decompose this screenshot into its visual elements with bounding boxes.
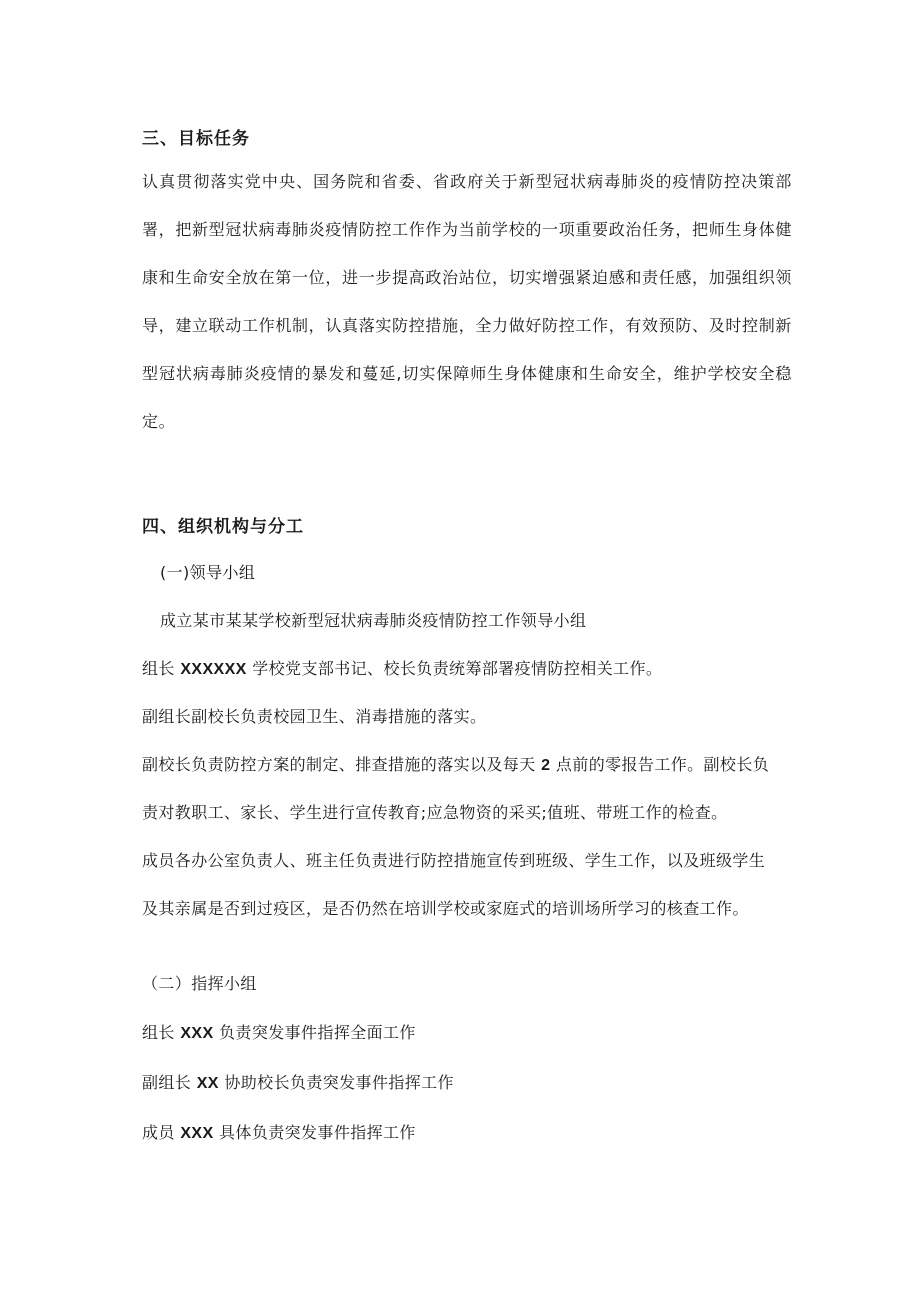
vice-principal-line-2: 责对教职工、家长、学生进行宣传教育;应急物资的采买;值班、带班工作的检查。 <box>142 803 728 822</box>
members-line-1: 成员各办公室负责人、班主任负责进行防控措施宣传到班级、学生工作，以及班级学生 <box>142 851 766 870</box>
vice-text-a: 副校长负责防控方案的制定、排查措施的落实以及每天 <box>142 755 536 774</box>
vice-principal-line-1 <box>142 752 769 775</box>
command-member-duty: 具体负责突发事件指挥工作 <box>219 1123 416 1142</box>
command-deputy-name: XX <box>196 1075 219 1092</box>
leadership-leader-line <box>142 656 662 679</box>
leadership-deputy-line: 副组长副校长负责校园卫生、消毒措施的落实。 <box>142 707 487 726</box>
vice-time-number: 2 <box>541 757 551 774</box>
command-deputy-prefix: 副组长 <box>142 1073 192 1092</box>
leader-name: XXXXXX <box>180 661 247 678</box>
section-heading-organization: 四、组织机构与分工 <box>142 517 304 537</box>
members-line-2: 及其亲属是否到过疫区，是否仍然在培训学校或家庭式的培训场所学习的核查工作。 <box>142 899 749 918</box>
subsection-title-command: （二）指挥小组 <box>142 974 257 993</box>
command-deputy-duty: 协助校长负责突发事件指挥工作 <box>224 1073 454 1092</box>
command-leader-duty: 负责突发事件指挥全面工作 <box>219 1023 416 1042</box>
command-member-line <box>142 1120 416 1143</box>
command-leader-line <box>142 1020 416 1043</box>
goals-paragraph: 认真贯彻落实党中央、国务院和省委、省政府关于新型冠状病毒肺炎的疫情防控决策部署，把新型冠状病毒肺炎疫情防控工作作为当前学校的一项重要政治任务，把师生身体健康和生命安全放在第一位，进一步提高政治站位，切实增强紧迫感和责任感，加强组织领导，建立联动工作机制，认真落实防控措施，全力做好防控工作，有效预防、及时控制新型冠状病毒肺炎疫情的暴发和蔓延,切实保障师生身体健康和生命安全，维护学校安全稳定。 <box>142 172 792 431</box>
command-member-prefix: 成员 <box>142 1123 175 1142</box>
subsection-title-leadership: (一)领导小组 <box>160 563 256 582</box>
command-member-name: XXX <box>180 1125 214 1142</box>
section-heading-goals: 三、目标任务 <box>142 129 250 149</box>
command-leader-name: XXX <box>180 1025 214 1042</box>
vice-text-b: 点前的零报告工作。副校长负 <box>555 755 770 774</box>
command-leader-prefix: 组长 <box>142 1023 175 1042</box>
leader-prefix: 组长 <box>142 659 175 678</box>
command-deputy-line <box>142 1070 454 1093</box>
leader-duty: 学校党支部书记、校长负责统筹部署疫情防控相关工作。 <box>252 659 663 678</box>
leadership-intro: 成立某市某某学校新型冠状病毒肺炎疫情防控工作领导小组 <box>160 611 587 630</box>
